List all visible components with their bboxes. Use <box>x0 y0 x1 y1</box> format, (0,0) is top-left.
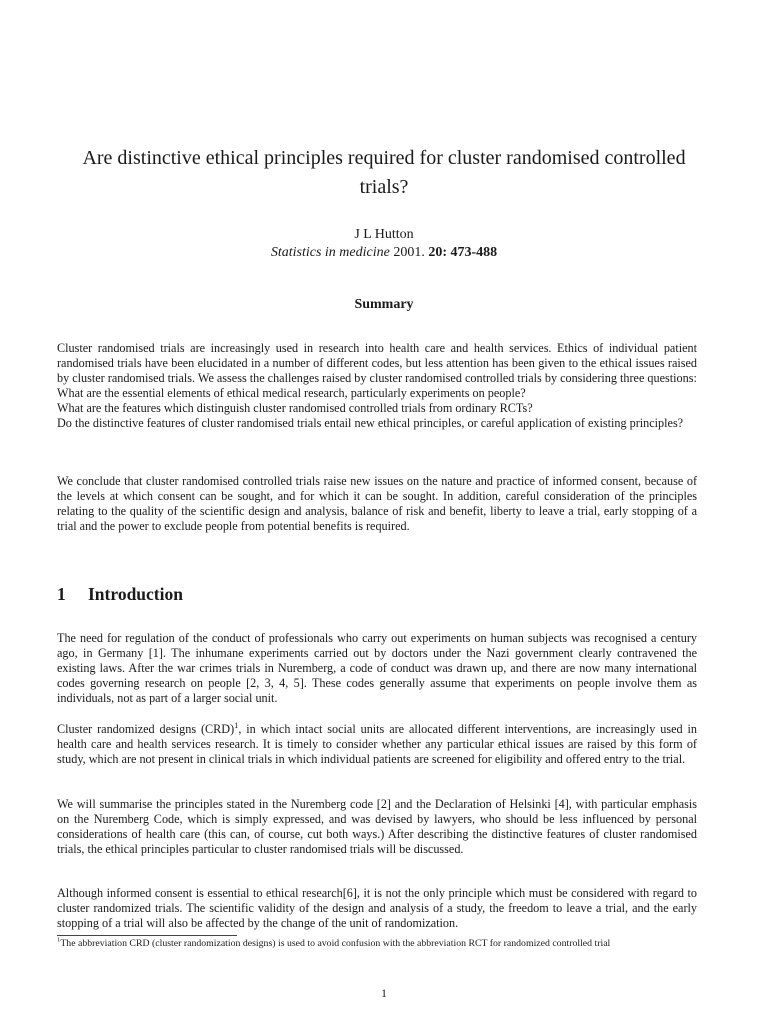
citation <box>0 245 768 261</box>
paper-title: Are distinctive ethical principles required for cluster randomised controlled trials? <box>82 147 686 198</box>
intro-paragraph-2 <box>57 722 697 767</box>
summary-paragraph-1 <box>57 341 697 431</box>
intro-paragraph-1: The need for regulation of the conduct of professionals who carry out experiments on human subjects was recognised a century ago, in Germany [1]. The inhumane experiments carried out by doctors under the Nazi government clearly contravened the existing laws. After the war crimes trials in Nuremberg, a code of conduct was drawn up, and there are now many international codes governing research on people [2, 3, 4, 5]. These codes generally assume that experiments on people involve them as individuals, not as part of a larger social unit. <box>57 631 697 705</box>
footnote-text: The abbreviation CRD (cluster randomization designs) is used to avoid confusion with the abbreviation RCT for randomized controlled trial <box>60 938 611 949</box>
summary-question-3: Do the distinctive features of cluster randomised trials entail new ethical principles, or careful application of existing principles? <box>57 416 684 430</box>
intro-paragraph-4: Although informed consent is essential to ethical research[6], it is not the only principle which must be considered with regard to cluster randomized trials. The scientific validity of the design and analysis of a study, the freedom to leave a trial, and the early stopping of a trial will also be affected by the change of the unit of randomization. <box>57 886 697 930</box>
footnote-marker: 1 <box>234 720 239 730</box>
summary-question-1: What are the essential elements of ethical medical research, particularly experiments on people? <box>57 386 526 400</box>
section-number: 1 <box>57 584 66 604</box>
summary-paragraph-2: We conclude that cluster randomised controlled trials raise new issues on the nature and practice of informed consent, because of the levels at which consent can be sought, and for which it can be sought. In addition, careful consideration of the principles relating to the quality of the scientific design and analysis, balance of risk and benefit, liberty to leave a trial, early stopping of a trial and the power to exclude people from potential benefits is required. <box>57 474 697 533</box>
journal-name: Statistics in medicine <box>270 245 390 260</box>
summary-heading: Summary <box>354 297 414 312</box>
footnote <box>57 938 697 950</box>
intro-p2-rest: , in which intact social units are allocated different interventions, are increasingly used in health care and health services research. It is timely to consider whether any particular ethical issues are raised by this form of study, which are not present in clinical trials in which individual patients are screened for eligibility and offered entry to the trial. <box>57 722 698 766</box>
section-heading <box>57 584 183 605</box>
summary-intro: Cluster randomised trials are increasingly used in research into health care and health services. Ethics of individual patient randomised trials have been elucidated in a number of different codes, but less attention has been given to the ethical issues raised by cluster randomised trials. We assess the challenges raised by cluster randomised controlled trials by considering three questions: <box>57 341 697 385</box>
page-number: 1 <box>381 986 387 1000</box>
intro-paragraph-3: We will summarise the principles stated in the Nuremberg code [2] and the Declaration of Helsinki [4], with particular emphasis on the Nuremberg Code, which is simply expressed, and was devised by lawyers, who should be less influenced by personal considerations of health care (this can, of course, cut both ways.) After describing the distinctive features of cluster randomised trials, the ethical principles particular to cluster randomised trials will be discussed. <box>57 797 697 856</box>
volume: 20: <box>428 245 447 260</box>
author: J L Hutton <box>354 227 414 242</box>
year: 2001. <box>393 245 425 260</box>
pages: 473-488 <box>450 245 498 260</box>
intro-p2-start: Cluster randomized designs (CRD) <box>57 722 235 736</box>
summary-question-2: What are the features which distinguish cluster randomised controlled trials from ordinary RCTs? <box>57 401 533 415</box>
footnote-number: 1 <box>57 936 61 944</box>
footnote-rule <box>57 935 237 936</box>
section-title: Introduction <box>88 584 183 604</box>
